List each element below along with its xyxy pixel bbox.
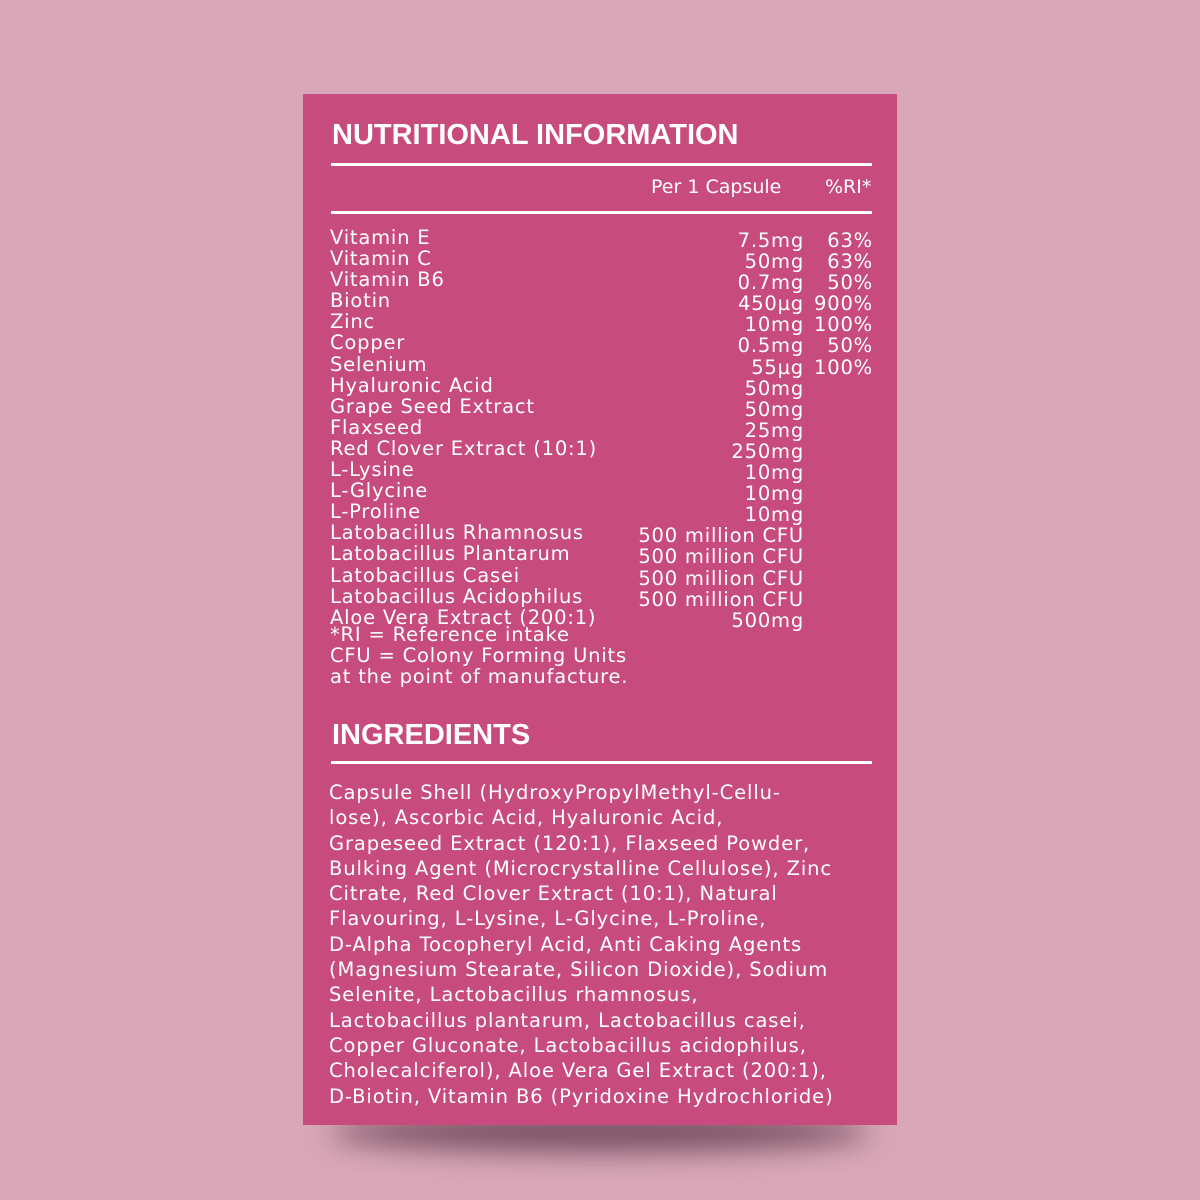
ingredient-line: (Magnesium Stearate, Silicon Dioxide), Sodium <box>329 958 829 982</box>
nutrient-amount: 0.5mg <box>737 334 804 358</box>
nutrient-name: L-Proline <box>330 500 421 524</box>
nutrient-row <box>330 500 875 527</box>
footnote-line: *RI = Reference intake <box>330 623 570 646</box>
footnotes <box>330 624 628 687</box>
nutrient-row <box>330 458 875 485</box>
nutrient-row <box>330 542 875 569</box>
ingredient-line: D-Alpha Tocopheryl Acid, Anti Caking Agents <box>329 932 803 956</box>
nutrient-name: Vitamin E <box>330 226 431 249</box>
nutrient-amount: 450µg <box>737 292 804 316</box>
nutrient-name: Vitamin B6 <box>330 268 445 292</box>
ingredient-line: Lactobacillus plantarum, Lactobacillus casei, <box>329 1008 806 1032</box>
nutrient-name: Latobacillus Casei <box>330 563 520 587</box>
nutrient-table <box>330 226 875 632</box>
nutrient-row <box>330 331 875 358</box>
nutrient-row <box>330 521 875 548</box>
nutrient-row <box>330 479 875 506</box>
title-divider <box>331 163 872 166</box>
ingredients-text <box>329 780 889 1109</box>
nutrient-ri: 900% <box>814 292 873 316</box>
nutrient-amount: 0.7mg <box>737 271 804 295</box>
nutrient-name: Grape Seed Extract <box>330 394 535 418</box>
nutrient-row <box>330 584 875 611</box>
nutrient-ri: 100% <box>814 313 873 337</box>
nutrient-name: Vitamin C <box>330 247 432 271</box>
nutrient-name: Selenium <box>330 352 428 376</box>
nutrient-name: L-Lysine <box>330 458 415 482</box>
ingredient-line: Grapeseed Extract (120:1), Flaxseed Powder, <box>329 831 811 855</box>
ingredient-line: Flavouring, L-Lysine, L-Glycine, L-Proline, <box>329 907 767 931</box>
ingredient-line: Copper Gluconate, Lactobacillus acidophilus, <box>329 1033 807 1057</box>
nutrient-name: Latobacillus Rhamnosus <box>330 521 584 545</box>
ingredients-divider <box>331 761 872 764</box>
nutrient-amount: 7.5mg <box>737 229 804 252</box>
footnote-line: at the point of manufacture. <box>330 665 629 688</box>
nutrient-amount: 250mg <box>731 439 804 463</box>
ingredients-title: INGREDIENTS <box>332 719 531 751</box>
nutrient-amount: 50mg <box>744 397 804 421</box>
nutrient-name: Aloe Vera Extract (200:1) <box>330 605 597 629</box>
nutrient-amount: 10mg <box>744 313 804 337</box>
nutrient-name: Flaxseed <box>330 415 424 439</box>
nutrient-row <box>330 415 875 442</box>
nutrient-name: L-Glycine <box>330 479 429 503</box>
nutrient-row <box>330 563 875 590</box>
nutrient-ri: 100% <box>814 355 873 379</box>
nutrient-amount: 500 million CFU <box>638 566 804 590</box>
nutrient-row <box>330 289 875 316</box>
nutrient-ri: 63% <box>827 229 873 252</box>
nutrient-name: Latobacillus Plantarum <box>330 542 571 566</box>
footnote-line: CFU = Colony Forming Units <box>330 644 627 667</box>
nutrient-name: Hyaluronic Acid <box>330 373 494 397</box>
ingredient-line: Capsule Shell (HydroxyPropylMethyl-Cellu- <box>329 781 781 804</box>
nutrient-amount: 10mg <box>744 461 804 485</box>
nutrient-amount: 50mg <box>744 376 804 400</box>
nutrient-name: Zinc <box>330 310 376 334</box>
nutrient-amount: 25mg <box>744 418 804 442</box>
nutrient-name: Biotin <box>330 289 391 313</box>
column-header-ri: %RI* <box>825 176 872 198</box>
nutrient-row <box>330 247 875 274</box>
nutrient-row <box>330 352 875 379</box>
nutrition-label-panel <box>303 94 897 1125</box>
nutrient-row <box>330 394 875 421</box>
nutrient-amount: 500 million CFU <box>638 524 804 548</box>
nutrient-amount: 50mg <box>744 250 804 274</box>
ingredient-line: Selenite, Lactobacillus rhamnosus, <box>329 983 699 1007</box>
nutrient-ri: 50% <box>827 271 873 295</box>
nutrient-amount: 500 million CFU <box>638 587 804 611</box>
ingredient-line: Bulking Agent (Microcrystalline Cellulose), Zinc <box>329 856 833 880</box>
nutrient-ri: 63% <box>827 250 873 274</box>
nutrient-name: Latobacillus Acidophilus <box>330 584 584 608</box>
nutrient-amount: 10mg <box>744 482 804 506</box>
nutrient-ri: 50% <box>827 334 873 358</box>
header-divider <box>331 211 872 214</box>
ingredient-line: Citrate, Red Clover Extract (10:1), Natural <box>329 882 778 906</box>
nutrient-row <box>330 373 875 400</box>
column-header-per-capsule: Per 1 Capsule <box>651 176 782 198</box>
ingredient-line: Cholecalciferol), Aloe Vera Gel Extract (200:1), <box>329 1059 827 1083</box>
ingredient-line: lose), Ascorbic Acid, Hyaluronic Acid, <box>329 806 724 830</box>
nutrient-row <box>330 436 875 463</box>
nutrient-name: Copper <box>330 331 406 355</box>
nutrient-amount: 500mg <box>731 608 804 632</box>
nutrient-row <box>330 310 875 337</box>
nutrient-amount: 55µg <box>751 355 804 379</box>
nutrient-row <box>330 268 875 295</box>
nutrient-row <box>330 226 875 252</box>
ingredient-line: D-Biotin, Vitamin B6 (Pyridoxine Hydrochloride) <box>329 1084 834 1108</box>
nutrient-amount: 500 million CFU <box>638 545 804 569</box>
nutrition-title: NUTRITIONAL INFORMATION <box>332 119 739 151</box>
nutrient-amount: 10mg <box>744 503 804 527</box>
nutrient-name: Red Clover Extract (10:1) <box>330 436 598 460</box>
